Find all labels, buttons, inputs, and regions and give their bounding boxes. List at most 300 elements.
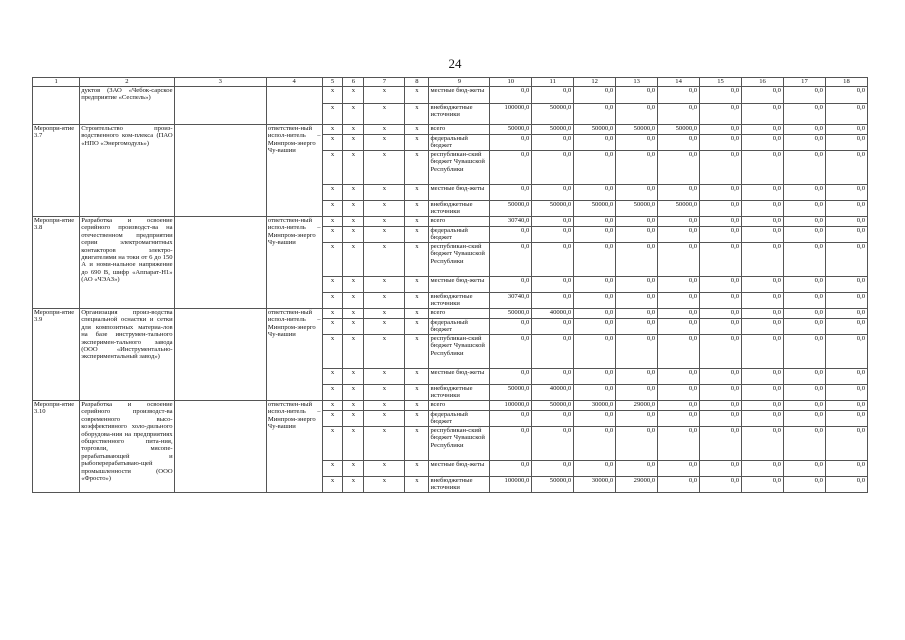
column-number-cell: 9 <box>429 78 490 87</box>
amount-cell: 50000,0 <box>616 201 658 217</box>
x-col5-cell: x <box>322 309 343 319</box>
funding-source-cell: местные бюд-жеты <box>429 369 490 385</box>
amount-cell: 0,0 <box>532 277 574 293</box>
amount-cell: 0,0 <box>616 427 658 461</box>
column-number-cell: 3 <box>174 78 266 87</box>
amount-cell: 0,0 <box>574 151 616 185</box>
amount-cell: 0,0 <box>783 201 825 217</box>
funding-source-cell: республикан-ский бюджет Чувашской Республики <box>429 243 490 277</box>
x-col7-cell: x <box>364 104 405 125</box>
amount-cell: 0,0 <box>616 227 658 243</box>
amount-cell: 0,0 <box>825 201 867 217</box>
amount-cell: 0,0 <box>783 217 825 227</box>
column-number-cell: 14 <box>658 78 700 87</box>
column-number-cell: 4 <box>266 78 322 87</box>
amount-cell: 50000,0 <box>574 201 616 217</box>
amount-cell: 0,0 <box>783 151 825 185</box>
amount-cell: 0,0 <box>574 385 616 401</box>
funding-source-cell: местные бюд-жеты <box>429 185 490 201</box>
amount-cell: 0,0 <box>658 135 700 151</box>
amount-cell: 0,0 <box>783 104 825 125</box>
implementer-cell <box>174 217 266 309</box>
amount-cell: 0,0 <box>742 461 784 477</box>
amount-cell: 0,0 <box>616 135 658 151</box>
amount-cell: 0,0 <box>825 477 867 493</box>
amount-cell: 29000,0 <box>616 477 658 493</box>
amount-cell: 0,0 <box>825 293 867 309</box>
x-col8-cell: x <box>405 104 429 125</box>
amount-cell: 29000,0 <box>616 401 658 411</box>
amount-cell: 0,0 <box>783 401 825 411</box>
amount-cell: 0,0 <box>616 151 658 185</box>
funding-source-cell: местные бюд-жеты <box>429 277 490 293</box>
column-number-cell: 12 <box>574 78 616 87</box>
amount-cell: 0,0 <box>700 293 742 309</box>
amount-cell: 50000,0 <box>658 125 700 135</box>
amount-cell: 0,0 <box>616 293 658 309</box>
amount-cell: 0,0 <box>783 277 825 293</box>
amount-cell: 0,0 <box>574 293 616 309</box>
amount-cell: 0,0 <box>825 277 867 293</box>
amount-cell: 0,0 <box>825 217 867 227</box>
amount-cell: 0,0 <box>700 411 742 427</box>
x-col8-cell: x <box>405 309 429 319</box>
x-col8-cell: x <box>405 461 429 477</box>
amount-cell: 0,0 <box>825 461 867 477</box>
amount-cell: 0,0 <box>490 369 532 385</box>
column-number-cell: 10 <box>490 78 532 87</box>
amount-cell: 0,0 <box>783 411 825 427</box>
x-col8-cell: x <box>405 427 429 461</box>
x-col8-cell: x <box>405 227 429 243</box>
amount-cell: 0,0 <box>574 227 616 243</box>
funding-source-cell: местные бюд-жеты <box>429 87 490 104</box>
x-col8-cell: x <box>405 277 429 293</box>
amount-cell: 0,0 <box>700 135 742 151</box>
amount-cell: 50000,0 <box>532 477 574 493</box>
x-col6-cell: x <box>343 151 364 185</box>
amount-cell: 0,0 <box>825 151 867 185</box>
column-number-cell: 2 <box>80 78 174 87</box>
amount-cell: 0,0 <box>742 411 784 427</box>
column-number-cell: 15 <box>700 78 742 87</box>
amount-cell: 0,0 <box>490 135 532 151</box>
x-col7-cell: x <box>364 243 405 277</box>
x-col6-cell: x <box>343 125 364 135</box>
amount-cell: 0,0 <box>658 477 700 493</box>
amount-cell: 0,0 <box>658 461 700 477</box>
amount-cell: 0,0 <box>574 427 616 461</box>
amount-cell: 0,0 <box>700 151 742 185</box>
amount-cell: 0,0 <box>825 309 867 319</box>
amount-cell: 0,0 <box>574 135 616 151</box>
amount-cell: 0,0 <box>658 335 700 369</box>
x-col7-cell: x <box>364 319 405 335</box>
amount-cell: 0,0 <box>616 461 658 477</box>
x-col6-cell: x <box>343 293 364 309</box>
amount-cell: 0,0 <box>825 335 867 369</box>
budget-table <box>32 77 868 493</box>
amount-cell: 0,0 <box>658 104 700 125</box>
x-col6-cell: x <box>343 277 364 293</box>
amount-cell: 0,0 <box>658 217 700 227</box>
funding-source-cell: федеральный бюджет <box>429 135 490 151</box>
column-number-cell: 11 <box>532 78 574 87</box>
amount-cell: 0,0 <box>742 227 784 243</box>
x-col6-cell: x <box>343 217 364 227</box>
amount-cell: 0,0 <box>783 461 825 477</box>
amount-cell: 50000,0 <box>532 125 574 135</box>
amount-cell: 0,0 <box>658 185 700 201</box>
x-col6-cell: x <box>343 309 364 319</box>
amount-cell: 0,0 <box>532 411 574 427</box>
amount-cell: 0,0 <box>490 411 532 427</box>
implementer-cell <box>174 87 266 125</box>
x-col6-cell: x <box>343 477 364 493</box>
amount-cell: 0,0 <box>742 427 784 461</box>
amount-cell: 0,0 <box>532 369 574 385</box>
amount-cell: 0,0 <box>574 217 616 227</box>
x-col5-cell: x <box>322 151 343 185</box>
amount-cell: 0,0 <box>616 217 658 227</box>
x-col7-cell: x <box>364 335 405 369</box>
amount-cell: 0,0 <box>700 201 742 217</box>
amount-cell: 0,0 <box>616 309 658 319</box>
amount-cell: 0,0 <box>658 227 700 243</box>
amount-cell: 50000,0 <box>532 104 574 125</box>
amount-cell: 0,0 <box>742 125 784 135</box>
table-row <box>33 309 868 319</box>
executor-cell: ответствен-ный испол-нитель – Минпром-энерго Чу-вашии <box>266 401 322 493</box>
amount-cell: 0,0 <box>532 185 574 201</box>
column-number-cell: 5 <box>322 78 343 87</box>
amount-cell: 0,0 <box>700 243 742 277</box>
amount-cell: 0,0 <box>574 277 616 293</box>
amount-cell: 0,0 <box>700 217 742 227</box>
amount-cell: 0,0 <box>825 401 867 411</box>
x-col5-cell: x <box>322 201 343 217</box>
amount-cell: 0,0 <box>783 385 825 401</box>
x-col7-cell: x <box>364 277 405 293</box>
x-col7-cell: x <box>364 461 405 477</box>
x-col5-cell: x <box>322 461 343 477</box>
amount-cell: 30740,0 <box>490 293 532 309</box>
x-col7-cell: x <box>364 135 405 151</box>
amount-cell: 0,0 <box>742 401 784 411</box>
x-col8-cell: x <box>405 151 429 185</box>
amount-cell: 0,0 <box>825 125 867 135</box>
measure-name-cell: дуктов (ЗАО «Чебок-сарское предприятие «Сеспель») <box>80 87 174 125</box>
column-number-cell: 13 <box>616 78 658 87</box>
x-col6-cell: x <box>343 385 364 401</box>
x-col8-cell: x <box>405 369 429 385</box>
amount-cell: 0,0 <box>825 87 867 104</box>
x-col5-cell: x <box>322 104 343 125</box>
x-col7-cell: x <box>364 201 405 217</box>
amount-cell: 0,0 <box>825 411 867 427</box>
x-col6-cell: x <box>343 104 364 125</box>
implementer-cell <box>174 401 266 493</box>
x-col6-cell: x <box>343 243 364 277</box>
amount-cell: 0,0 <box>658 293 700 309</box>
amount-cell: 0,0 <box>700 335 742 369</box>
x-col5-cell: x <box>322 293 343 309</box>
amount-cell: 0,0 <box>616 411 658 427</box>
funding-source-cell: всего <box>429 217 490 227</box>
amount-cell: 0,0 <box>616 277 658 293</box>
x-col7-cell: x <box>364 87 405 104</box>
amount-cell: 0,0 <box>616 369 658 385</box>
amount-cell: 0,0 <box>490 319 532 335</box>
amount-cell: 0,0 <box>616 319 658 335</box>
amount-cell: 0,0 <box>658 411 700 427</box>
amount-cell: 0,0 <box>700 401 742 411</box>
x-col6-cell: x <box>343 87 364 104</box>
x-col8-cell: x <box>405 217 429 227</box>
amount-cell: 0,0 <box>658 309 700 319</box>
amount-cell: 0,0 <box>825 104 867 125</box>
amount-cell: 0,0 <box>532 135 574 151</box>
table-header-row <box>33 78 868 87</box>
x-col8-cell: x <box>405 135 429 151</box>
x-col6-cell: x <box>343 335 364 369</box>
amount-cell: 0,0 <box>783 319 825 335</box>
amount-cell: 0,0 <box>700 185 742 201</box>
x-col7-cell: x <box>364 293 405 309</box>
amount-cell: 50000,0 <box>532 201 574 217</box>
amount-cell: 0,0 <box>616 243 658 277</box>
amount-cell: 0,0 <box>742 87 784 104</box>
x-col5-cell: x <box>322 135 343 151</box>
x-col8-cell: x <box>405 293 429 309</box>
x-col6-cell: x <box>343 369 364 385</box>
amount-cell: 0,0 <box>616 335 658 369</box>
x-col5-cell: x <box>322 185 343 201</box>
amount-cell: 0,0 <box>742 293 784 309</box>
amount-cell: 0,0 <box>825 243 867 277</box>
amount-cell: 30000,0 <box>574 401 616 411</box>
amount-cell: 50000,0 <box>616 125 658 135</box>
amount-cell: 30740,0 <box>490 217 532 227</box>
amount-cell: 0,0 <box>783 369 825 385</box>
amount-cell: 0,0 <box>783 477 825 493</box>
amount-cell: 0,0 <box>742 104 784 125</box>
amount-cell: 0,0 <box>490 461 532 477</box>
amount-cell: 0,0 <box>574 104 616 125</box>
funding-source-cell: федеральный бюджет <box>429 319 490 335</box>
x-col5-cell: x <box>322 427 343 461</box>
amount-cell: 0,0 <box>658 151 700 185</box>
x-col7-cell: x <box>364 217 405 227</box>
amount-cell: 30000,0 <box>574 477 616 493</box>
x-col7-cell: x <box>364 401 405 411</box>
x-col5-cell: x <box>322 477 343 493</box>
amount-cell: 50000,0 <box>490 385 532 401</box>
amount-cell: 0,0 <box>700 385 742 401</box>
funding-source-cell: местные бюд-жеты <box>429 461 490 477</box>
amount-cell: 0,0 <box>742 385 784 401</box>
x-col8-cell: x <box>405 319 429 335</box>
amount-cell: 0,0 <box>783 243 825 277</box>
amount-cell: 0,0 <box>532 227 574 243</box>
page-number: 24 <box>448 56 462 71</box>
amount-cell: 0,0 <box>742 309 784 319</box>
x-col8-cell: x <box>405 335 429 369</box>
measure-name-cell: Строительство произ-водственного ком-плекса (ПАО «НПО «Энергомодуль») <box>80 125 174 217</box>
amount-cell: 0,0 <box>742 277 784 293</box>
amount-cell: 40000,0 <box>532 385 574 401</box>
amount-cell: 0,0 <box>616 385 658 401</box>
amount-cell: 0,0 <box>658 427 700 461</box>
amount-cell: 0,0 <box>658 319 700 335</box>
x-col8-cell: x <box>405 201 429 217</box>
amount-cell: 0,0 <box>742 369 784 385</box>
funding-source-cell: всего <box>429 309 490 319</box>
amount-cell: 0,0 <box>825 227 867 243</box>
amount-cell: 100000,0 <box>490 477 532 493</box>
amount-cell: 50000,0 <box>490 125 532 135</box>
x-col7-cell: x <box>364 309 405 319</box>
x-col8-cell: x <box>405 477 429 493</box>
amount-cell: 0,0 <box>490 277 532 293</box>
x-col7-cell: x <box>364 227 405 243</box>
measure-name-cell: Организация произ-водства специальной оснастки и сетки для композитных материа-лов на базе инструмен-тального эксперимен-тального завода (ООО «Инструментально-экспериментальный завод») <box>80 309 174 401</box>
amount-cell: 0,0 <box>490 87 532 104</box>
amount-cell: 0,0 <box>783 227 825 243</box>
amount-cell: 0,0 <box>574 185 616 201</box>
amount-cell: 50000,0 <box>658 201 700 217</box>
x-col8-cell: x <box>405 125 429 135</box>
amount-cell: 50000,0 <box>574 125 616 135</box>
amount-cell: 0,0 <box>700 427 742 461</box>
x-col6-cell: x <box>343 227 364 243</box>
implementer-cell <box>174 125 266 217</box>
amount-cell: 0,0 <box>658 385 700 401</box>
amount-cell: 0,0 <box>783 293 825 309</box>
amount-cell: 0,0 <box>490 227 532 243</box>
amount-cell: 50000,0 <box>490 309 532 319</box>
amount-cell: 0,0 <box>700 104 742 125</box>
measure-id-cell: Меропри-ятие 3.7 <box>33 125 80 217</box>
amount-cell: 0,0 <box>783 125 825 135</box>
implementer-cell <box>174 309 266 401</box>
amount-cell: 0,0 <box>490 151 532 185</box>
x-col7-cell: x <box>364 427 405 461</box>
x-col5-cell: x <box>322 125 343 135</box>
funding-source-cell: всего <box>429 401 490 411</box>
measure-name-cell: Разработка и освоение серийного производст-ва современного высо-коэффективного холо-дильного оборудова-ния на предприятиях общественного пита-ния, торговли, мясопе-рерабатывающей и рыбоперерабатываю-щей промышленности (ООО «Фросто») <box>80 401 174 493</box>
amount-cell: 0,0 <box>700 227 742 243</box>
x-col7-cell: x <box>364 477 405 493</box>
amount-cell: 40000,0 <box>532 309 574 319</box>
x-col5-cell: x <box>322 335 343 369</box>
x-col6-cell: x <box>343 135 364 151</box>
x-col6-cell: x <box>343 411 364 427</box>
amount-cell: 0,0 <box>532 427 574 461</box>
x-col6-cell: x <box>343 461 364 477</box>
amount-cell: 0,0 <box>574 335 616 369</box>
amount-cell: 0,0 <box>532 217 574 227</box>
amount-cell: 0,0 <box>532 151 574 185</box>
amount-cell: 0,0 <box>532 319 574 335</box>
x-col5-cell: x <box>322 277 343 293</box>
x-col5-cell: x <box>322 243 343 277</box>
amount-cell: 50000,0 <box>532 401 574 411</box>
amount-cell: 0,0 <box>574 461 616 477</box>
amount-cell: 100000,0 <box>490 401 532 411</box>
amount-cell: 0,0 <box>700 319 742 335</box>
column-number-cell: 16 <box>742 78 784 87</box>
amount-cell: 0,0 <box>574 87 616 104</box>
amount-cell: 0,0 <box>574 411 616 427</box>
executor-cell: ответствен-ный испол-нитель – Минпром-энерго Чу-вашии <box>266 217 322 309</box>
amount-cell: 0,0 <box>742 243 784 277</box>
amount-cell: 0,0 <box>742 201 784 217</box>
column-number-cell: 18 <box>825 78 867 87</box>
amount-cell: 0,0 <box>825 319 867 335</box>
x-col7-cell: x <box>364 411 405 427</box>
amount-cell: 0,0 <box>658 87 700 104</box>
amount-cell: 0,0 <box>825 385 867 401</box>
amount-cell: 0,0 <box>825 369 867 385</box>
funding-source-cell: республикан-ский бюджет Чувашской Республики <box>429 427 490 461</box>
column-number-cell: 8 <box>405 78 429 87</box>
amount-cell: 0,0 <box>658 243 700 277</box>
amount-cell: 0,0 <box>783 309 825 319</box>
executor-cell: ответствен-ный испол-нитель – Минпром-энерго Чу-вашии <box>266 309 322 401</box>
x-col5-cell: x <box>322 227 343 243</box>
x-col8-cell: x <box>405 401 429 411</box>
amount-cell: 0,0 <box>742 477 784 493</box>
amount-cell: 0,0 <box>574 319 616 335</box>
amount-cell: 0,0 <box>490 335 532 369</box>
table-row <box>33 217 868 227</box>
amount-cell: 100000,0 <box>490 104 532 125</box>
measure-name-cell: Разработка и освоение серийного производст-ва на отечественном предприятии серии электромагнитных контакторов электро-двигателями на токи от 6 до 150 А и номи-нальное напряжение до 690 В, шифр «Аппарат-Н1» (АО «ЧЭАЗ») <box>80 217 174 309</box>
x-col7-cell: x <box>364 369 405 385</box>
column-number-cell: 1 <box>33 78 80 87</box>
funding-source-cell: республикан-ский бюджет Чувашской Республики <box>429 335 490 369</box>
x-col7-cell: x <box>364 385 405 401</box>
amount-cell: 0,0 <box>742 335 784 369</box>
x-col5-cell: x <box>322 385 343 401</box>
amount-cell: 0,0 <box>532 461 574 477</box>
x-col6-cell: x <box>343 401 364 411</box>
funding-source-cell: федеральный бюджет <box>429 227 490 243</box>
amount-cell: 0,0 <box>700 461 742 477</box>
funding-source-cell: внебюджетные источники <box>429 201 490 217</box>
amount-cell: 0,0 <box>658 401 700 411</box>
amount-cell: 50000,0 <box>490 201 532 217</box>
amount-cell: 0,0 <box>700 277 742 293</box>
amount-cell: 0,0 <box>532 293 574 309</box>
measure-id-cell <box>33 87 80 125</box>
amount-cell: 0,0 <box>532 87 574 104</box>
table-row <box>33 87 868 104</box>
amount-cell: 0,0 <box>783 135 825 151</box>
amount-cell: 0,0 <box>490 427 532 461</box>
x-col8-cell: x <box>405 385 429 401</box>
funding-source-cell: всего <box>429 125 490 135</box>
amount-cell: 0,0 <box>742 151 784 185</box>
amount-cell: 0,0 <box>700 125 742 135</box>
x-col8-cell: x <box>405 185 429 201</box>
x-col5-cell: x <box>322 217 343 227</box>
column-number-cell: 6 <box>343 78 364 87</box>
funding-source-cell: внебюджетные источники <box>429 477 490 493</box>
amount-cell: 0,0 <box>616 104 658 125</box>
amount-cell: 0,0 <box>490 243 532 277</box>
